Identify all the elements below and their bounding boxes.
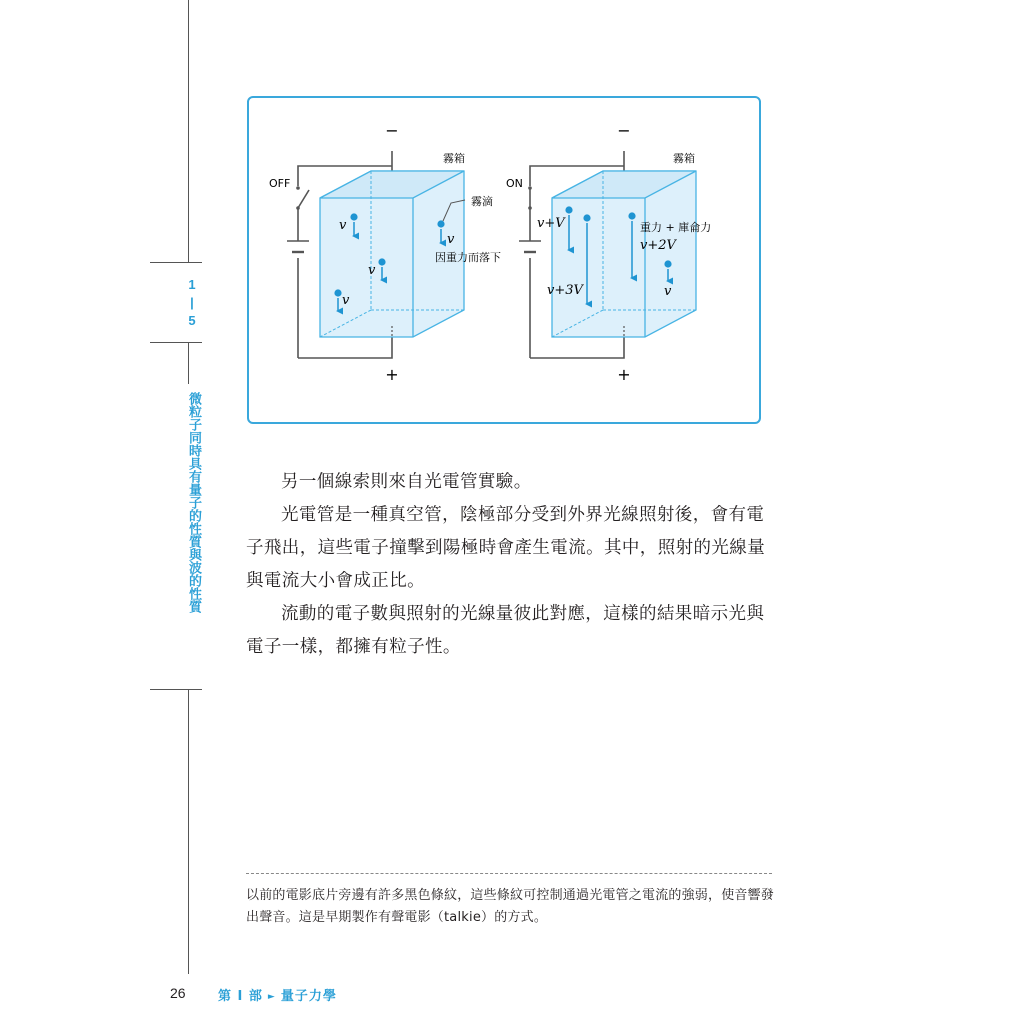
section-rule-bottom [150,342,202,343]
margin-rule-top [188,0,189,262]
left-droplet-label: 霧滴 [471,195,493,208]
section-number-chapter: 1 [188,277,196,292]
left-fall-label: 因重力而落下 [435,251,501,264]
left-v-label-2: v [368,263,376,278]
right-apparatus [519,151,696,358]
right-v-plus-V-label: v+V [537,216,565,231]
right-plus-sign: + [617,365,631,384]
left-v-label-1: v [339,218,347,233]
margin-rule-bottom [188,689,189,974]
page-number: 26 [170,985,186,1001]
margin-rule-middle [188,342,189,384]
title-rule-bottom [150,689,202,690]
right-v-label: v [664,284,672,299]
section-number-separator: | [190,295,194,310]
section-rule-top [150,262,202,263]
chapter-label: 量子力學 [280,989,337,1004]
section-vertical-title: 微粒子同時具有量子的性質與波的性質 [186,392,201,613]
right-v-plus-3V-label: v+3V [547,283,583,298]
left-v-label-4: v [447,232,455,247]
right-minus-sign: − [617,121,631,140]
left-v-label-3: v [342,293,350,308]
left-plus-sign: + [385,365,399,384]
footnote-divider [246,873,772,874]
arrow-right-icon: ► [267,992,276,1002]
section-number [178,276,206,330]
left-minus-sign: − [385,121,399,140]
right-force-label: 重力 + 庫侖力 [640,221,712,234]
body-text [246,466,776,664]
right-cloud-chamber-label: 霧箱 [673,152,695,165]
part-label: 第 I 部 [218,989,263,1004]
footnote: 以前的電影底片旁邊有許多黑色條紋，這些條紋可控制通過光電管之電流的強弱，使音響發出聲音。這是早期製作有聲電影（talkie）的方式。 [246,888,775,925]
running-header [218,985,337,1004]
cloud-chamber-figure [247,96,761,424]
section-number-section: 5 [188,313,196,328]
left-switch-label: OFF [269,177,291,190]
right-v-plus-2V-label: v+2V [640,238,676,253]
right-switch-label: ON [506,177,523,190]
paragraph-3: 流動的電子數與照射的光線量彼此對應，這樣的結果暗示光與電子一樣，都擁有粒子性。 [246,604,765,657]
paragraph-2: 光電管是一種真空管，陰極部分受到外界光線照射後，會有電子飛出，這些電子撞擊到陽極時會產生電流。其中，照射的光線量與電流大小會成正比。 [246,505,766,591]
left-cloud-chamber-label: 霧箱 [443,152,465,165]
paragraph-1: 另一個線索則來自光電管實驗。 [281,472,532,492]
